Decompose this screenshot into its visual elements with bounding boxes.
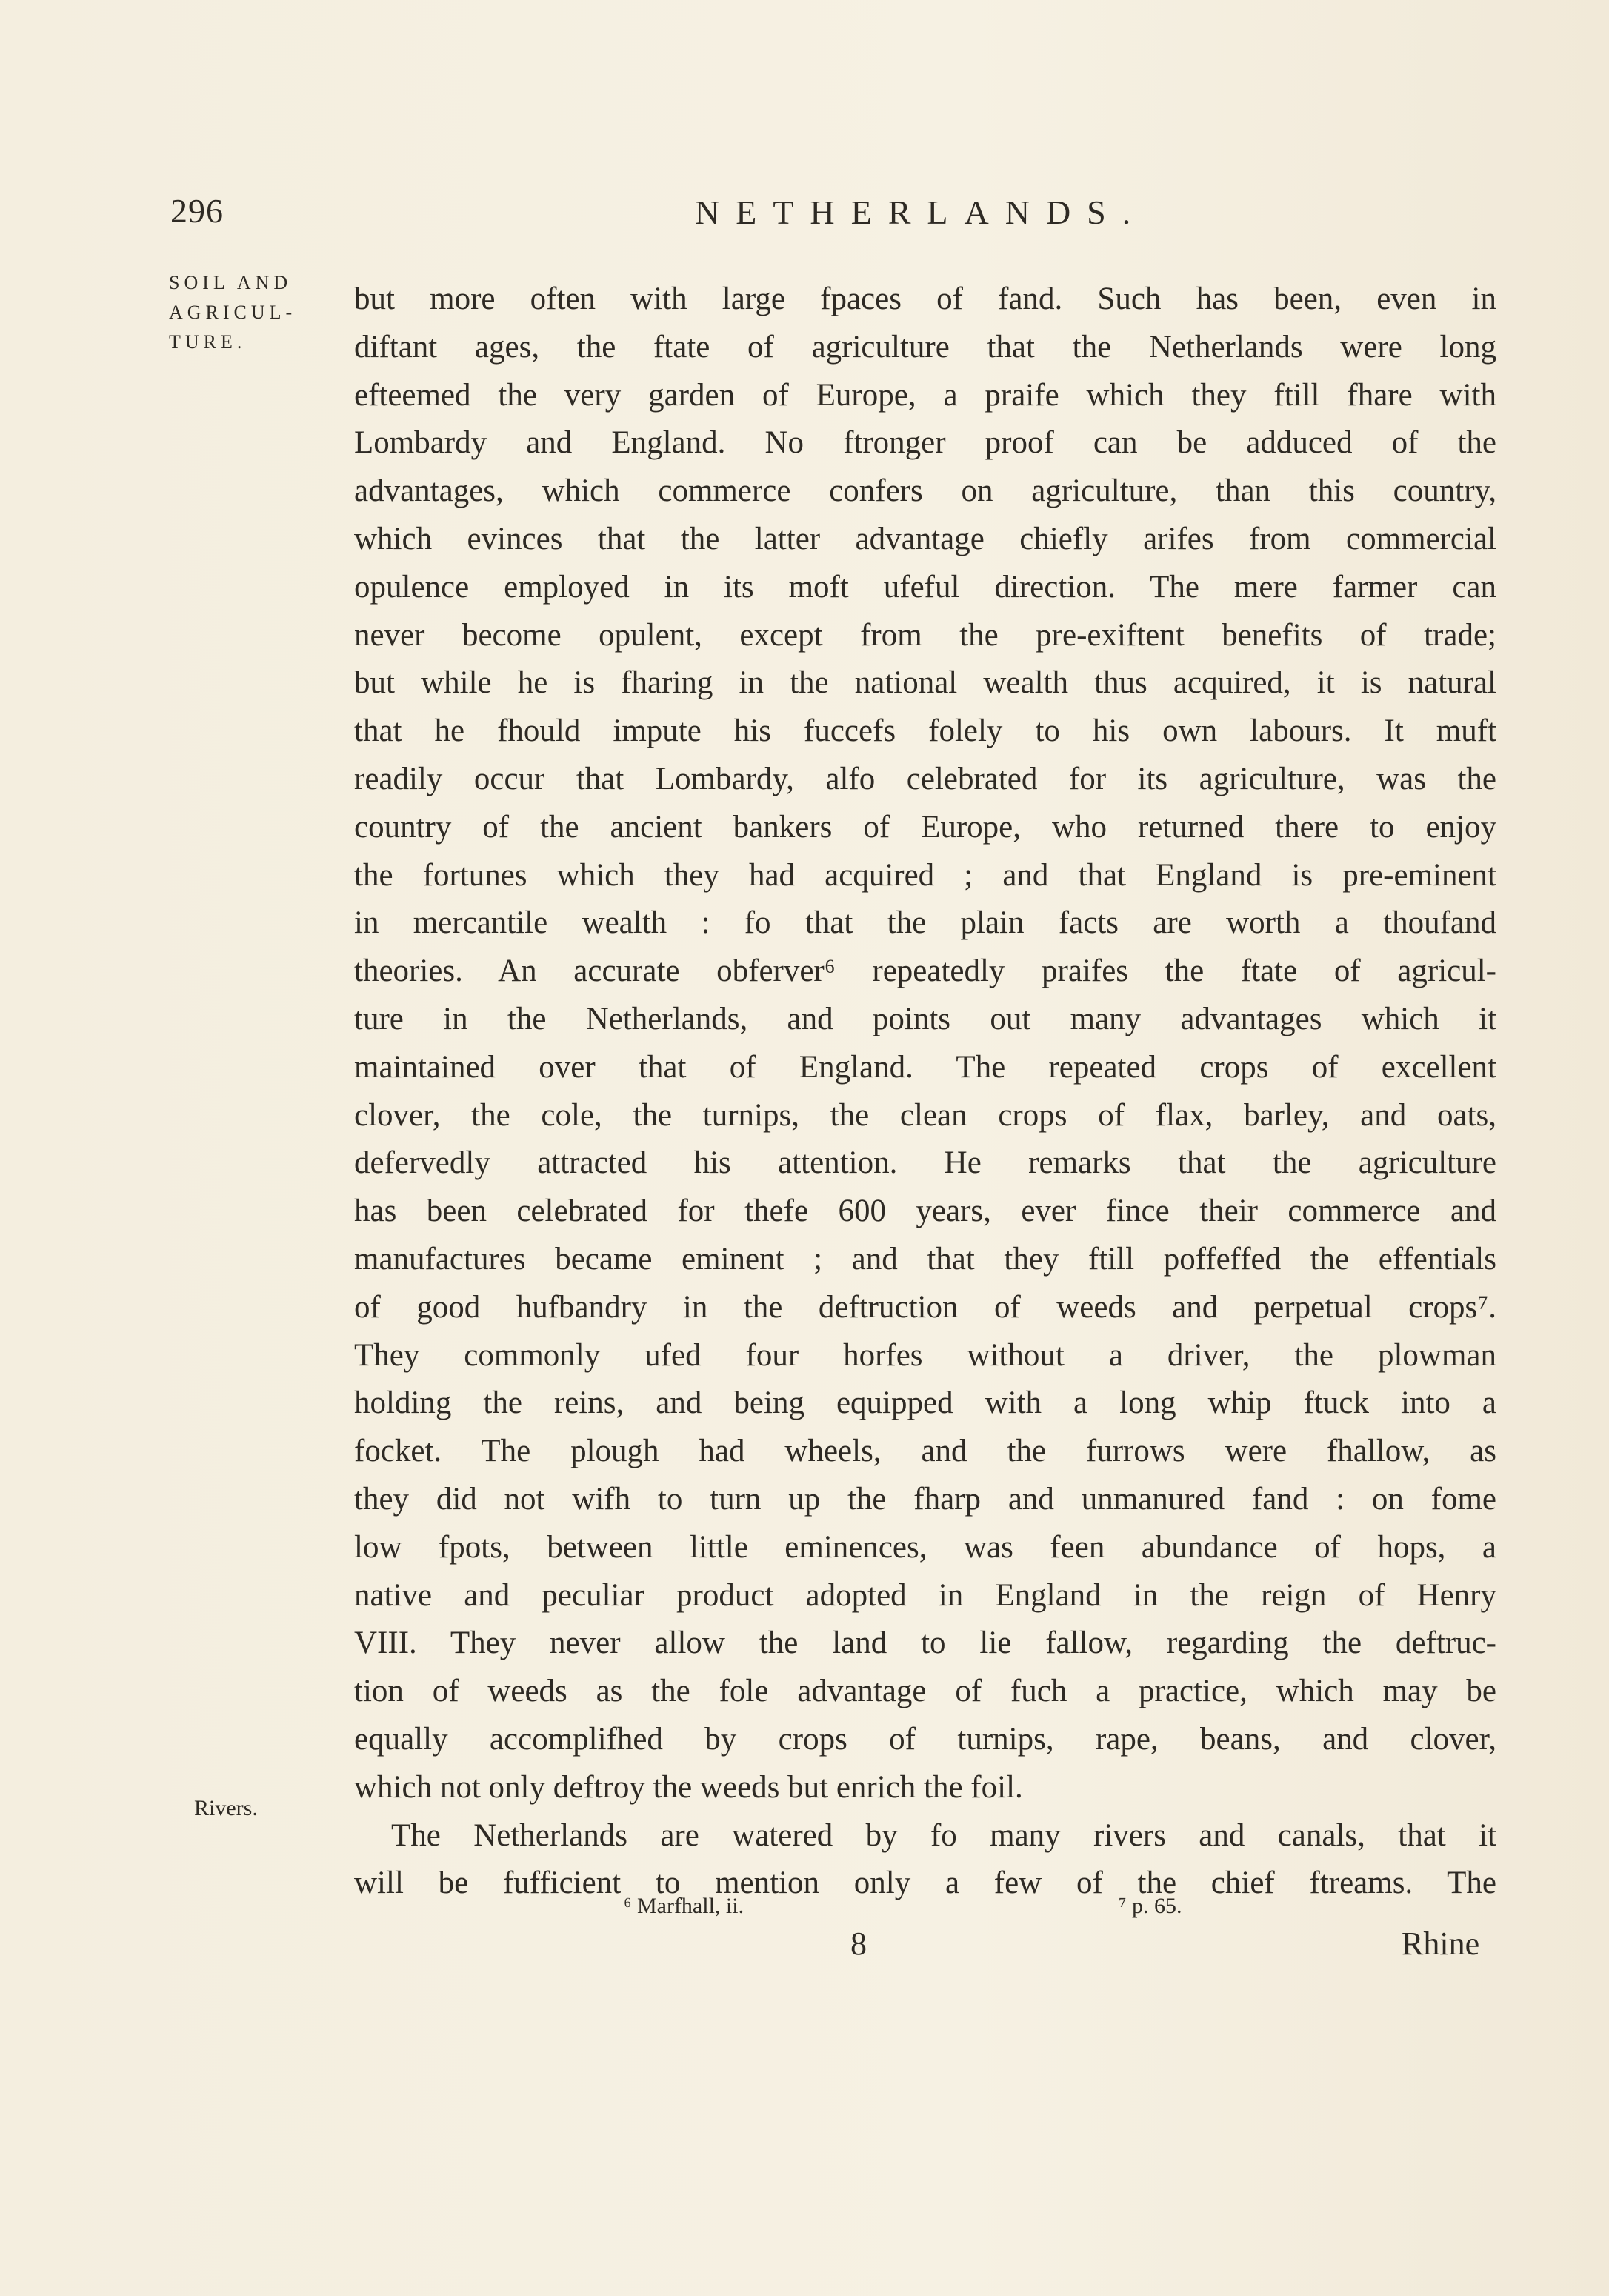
text-line: never become opulent, except from the pre-exiftent benefits of trade; bbox=[354, 617, 1496, 653]
text-line: maintained over that of England. The repeated crops of excellent bbox=[354, 1049, 1496, 1085]
text-line: low fpots, between little eminences, was feen abundance of hops, a bbox=[354, 1529, 1496, 1565]
text-line: has been celebrated for thefe 600 years, ever fince their commerce and bbox=[354, 1194, 1496, 1229]
catchword: Rhine bbox=[1402, 1926, 1480, 1962]
text-line: native and peculiar product adopted in England in the reign of Henry bbox=[354, 1577, 1496, 1613]
text-line: that he fhould impute his fuccefs folely to his own labours. It muft bbox=[354, 713, 1496, 749]
text-line: in mercantile wealth : fo that the plain facts are worth a thoufand bbox=[354, 905, 1496, 941]
text-line: Lombardy and England. No ftronger proof can be adduced of the bbox=[354, 425, 1496, 461]
text-line: which evinces that the latter advantage chiefly arifes from commercial bbox=[354, 521, 1496, 556]
text-line: holding the reins, and being equipped with a long whip ftuck into a bbox=[354, 1385, 1496, 1421]
text-line: The Netherlands are watered by fo many rivers and canals, that it bbox=[391, 1817, 1496, 1853]
text-line: manufactures became eminent ; and that they ftill poffeffed the effentials bbox=[354, 1241, 1496, 1277]
text-line: of good hufbandry in the deftruction of weeds and perpetual crops⁷. bbox=[354, 1289, 1496, 1325]
text-line: country of the ancient bankers of Europe, who returned there to enjoy bbox=[354, 809, 1496, 845]
page-number: 296 bbox=[170, 192, 224, 230]
footnote-6: ⁶ Marfhall, ii. bbox=[624, 1894, 744, 1918]
text-line: diftant ages, the ftate of agriculture that the Netherlands were long bbox=[354, 329, 1496, 365]
text-line: tion of weeds as the fole advantage of fuch a practice, which may be bbox=[354, 1674, 1496, 1709]
text-line: theories. An accurate obferver⁶ repeatedly praifes the ftate of agricul- bbox=[354, 954, 1496, 989]
text-line: the fortunes which they had acquired ; and that England is pre-eminent bbox=[354, 857, 1496, 893]
signature-mark: 8 bbox=[850, 1926, 867, 1962]
text-line: advantages, which commerce confers on agriculture, than this country, bbox=[354, 473, 1496, 509]
text-line: VIII. They never allow the land to lie fallow, regarding the deftruc- bbox=[354, 1625, 1496, 1661]
footnote-7: ⁷ p. 65. bbox=[1119, 1894, 1182, 1918]
text-line: equally accomplifhed by crops of turnips, rape, beans, and clover, bbox=[354, 1721, 1496, 1757]
text-line: which not only deftroy the weeds but enrich the foil. bbox=[354, 1769, 1023, 1805]
margin-note-rivers: Rivers. bbox=[194, 1796, 258, 1820]
body-text bbox=[354, 276, 1496, 1908]
text-line: but while he is fharing in the national wealth thus acquired, it is natural bbox=[354, 665, 1496, 701]
text-line: ture in the Netherlands, and points out many advantages which it bbox=[354, 1001, 1496, 1036]
text-line: opulence employed in its moft ufeful direction. The mere farmer can bbox=[354, 569, 1496, 605]
text-line: will be fufficient to mention only a few of the chief ftreams. The bbox=[354, 1866, 1496, 1901]
text-line: readily occur that Lombardy, alfo celebrated for its agriculture, was the bbox=[354, 761, 1496, 796]
text-line: they did not wifh to turn up the fharp and unmanured fand : on fome bbox=[354, 1481, 1496, 1517]
text-line: efteemed the very garden of Europe, a praife which they ftill fhare with bbox=[354, 377, 1496, 413]
running-title: NETHERLANDS. bbox=[695, 193, 1147, 231]
margin-note-soil-agriculture: SOIL AND AGRICUL-TURE. bbox=[169, 272, 297, 353]
text-line: defervedly attracted his attention. He remarks that the agriculture bbox=[354, 1145, 1496, 1181]
text-line: but more often with large fpaces of fand. Such has been, even in bbox=[354, 282, 1496, 316]
text-line: focket. The plough had wheels, and the furrows were fhallow, as bbox=[354, 1434, 1496, 1469]
text-line: They commonly ufed four horfes without a driver, the plowman bbox=[354, 1337, 1496, 1373]
text-line: clover, the cole, the turnips, the clean crops of flax, barley, and oats, bbox=[354, 1097, 1496, 1133]
